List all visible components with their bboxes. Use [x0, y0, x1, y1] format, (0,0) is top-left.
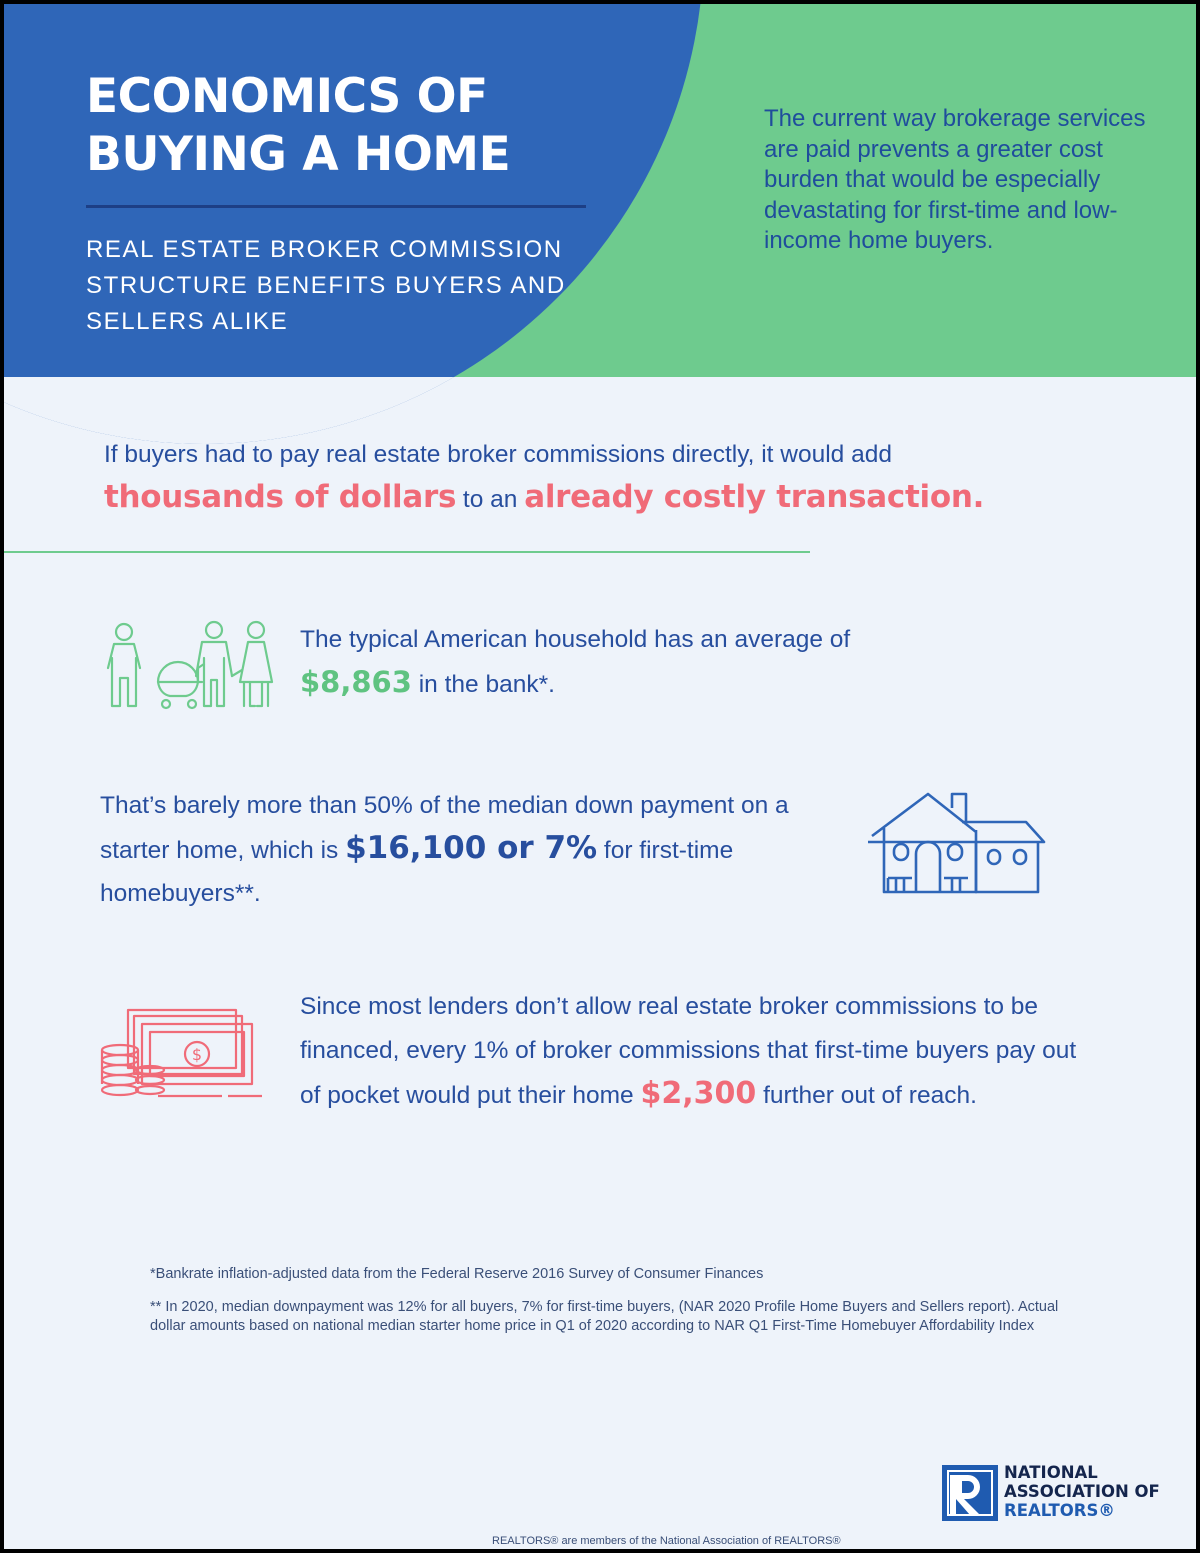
house-icon: [868, 788, 1048, 896]
stat-household-suffix: in the bank*.: [411, 671, 555, 698]
intro-connector: to an: [456, 486, 525, 513]
stat-down-payment-amount: $16,100 or 7%: [345, 830, 598, 866]
infographic-page: [4, 4, 1196, 1549]
footnote-down-payment: ** In 2020, median downpayment was 12% for all buyers, 7% for first-time buyers, (NAR 2020 Profile Home Buyers and Sellers report). Actual dollar amounts based on national median starter home price in Q1 of 2020 according to NAR Q1 First-Time Homebuyer Affordability Index: [150, 1299, 1059, 1334]
money-icon: [98, 1004, 268, 1104]
title-line-1: ECONOMICS OF: [86, 69, 488, 124]
intro-highlight-thousands: thousands of dollars: [104, 479, 457, 515]
svg-text:$: $: [191, 1045, 203, 1064]
logo-line-3: REALTORS®: [1004, 1501, 1115, 1520]
stat-down-payment: [100, 784, 860, 915]
page-subtitle: REAL ESTATE BROKER COMMISSION STRUCTURE BENEFITS BUYERS AND SELLERS ALIKE: [86, 236, 566, 335]
header-side-text: The current way brokerage services are paid prevents a greater cost burden that would be especially devastating for first-time and low-income home buyers.: [764, 105, 1146, 254]
intro-statement: [104, 434, 1104, 521]
logo-line-1: NATIONAL: [1004, 1463, 1098, 1482]
page-title: [86, 68, 646, 184]
stat-down-payment-suffix: for first-time homebuyers**.: [100, 837, 734, 907]
section-divider: [4, 551, 810, 553]
title-underline: [86, 205, 586, 208]
stat-down-payment-text: That’s barely more than 50% of the median down payment on a starter home, which is: [100, 792, 789, 864]
realtor-logo-icon: [942, 1465, 998, 1521]
legal-notice: REALTORS® are members of the National Association of REALTORS®: [492, 1535, 841, 1547]
stat-commission-text: Since most lenders don’t allow real estate broker commissions to be financed, every 1% of broker commissions that first-time buyers pay out of pocket would put their home: [300, 993, 1077, 1109]
intro-line: If buyers had to pay real estate broker commissions directly, it would add: [104, 441, 892, 468]
realtor-logo-text: [1004, 1463, 1194, 1520]
stat-household-amount: $8,863: [300, 665, 412, 699]
stat-commission-suffix: further out of reach.: [756, 1082, 977, 1109]
title-line-2: BUYING A HOME: [86, 127, 511, 182]
family-icon: [98, 618, 278, 710]
intro-highlight-costly: already costly transaction.: [524, 479, 985, 515]
stat-household-text: The typical American household has an average of: [300, 626, 851, 653]
stat-commission-amount: $2,300: [640, 1076, 757, 1111]
logo-line-2: ASSOCIATION OF: [1004, 1482, 1160, 1501]
stat-household-savings: [300, 618, 1000, 706]
stat-commission-impact: [300, 985, 1100, 1118]
footnote-bankrate: *Bankrate inflation-adjusted data from the Federal Reserve 2016 Survey of Consumer Finances: [150, 1266, 764, 1282]
